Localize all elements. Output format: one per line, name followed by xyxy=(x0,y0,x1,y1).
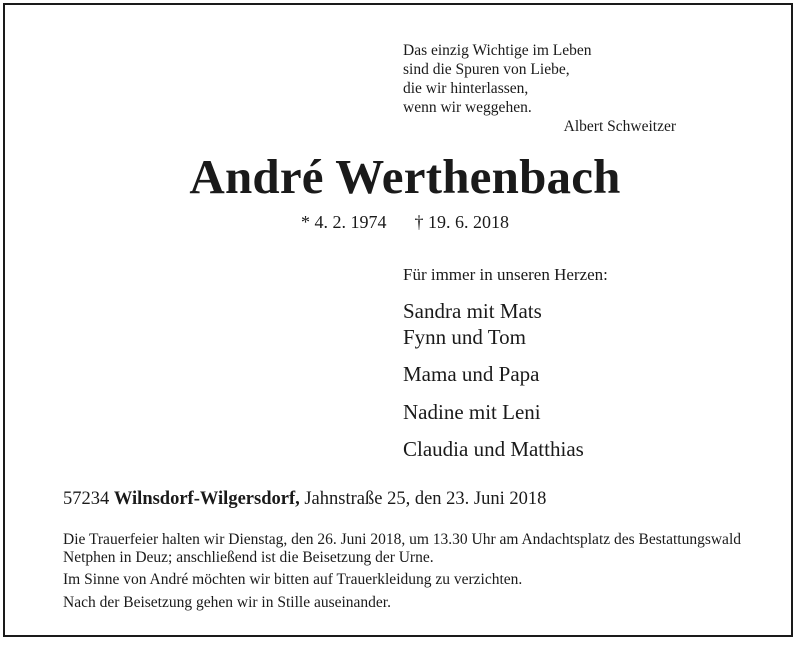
info-paragraph: Die Trauerfeier halten wir Dienstag, den 26. Juni 2018, um 13.30 Uhr am Andachtsplatz des Bestattungswald Netphen in Deuz; anschließend ist die Beisetzung der Urne. xyxy=(63,531,741,566)
mourner-line: Sandra mit Mats xyxy=(403,299,542,323)
mourner-group xyxy=(403,298,542,350)
mourners-heading: Für immer in unseren Herzen: xyxy=(403,265,608,284)
birth-date: * 4. 2. 1974 xyxy=(301,212,387,232)
quote-line: wenn wir weggehen. xyxy=(403,99,532,116)
quote xyxy=(403,41,676,136)
ceremony-info xyxy=(63,531,763,616)
postcode: 57234 xyxy=(63,489,110,509)
town: Wilnsdorf-Wilgersdorf, xyxy=(113,489,300,509)
address-line xyxy=(63,489,546,510)
quote-line: Das einzig Wichtige im Leben xyxy=(403,42,592,59)
mourner-line: Nadine mit Leni xyxy=(403,400,541,424)
info-paragraph: Im Sinne von André möchten wir bitten auf Trauerkleidung zu verzichten. xyxy=(63,571,523,588)
address-rest: Jahnstraße 25, den 23. Juni 2018 xyxy=(304,489,547,509)
mourner-group xyxy=(403,362,539,387)
death-date: † 19. 6. 2018 xyxy=(414,212,509,232)
life-dates xyxy=(5,212,800,233)
quote-author: Albert Schweitzer xyxy=(563,118,676,135)
mourner-line: Mama und Papa xyxy=(403,362,540,386)
mourner-group xyxy=(403,400,541,425)
deceased-name: André Werthenbach xyxy=(189,149,621,204)
obituary-notice xyxy=(3,3,793,637)
mourner-line: Fynn und Tom xyxy=(403,325,526,349)
quote-line: sind die Spuren von Liebe, xyxy=(403,61,570,78)
mourner-line: Claudia und Matthias xyxy=(403,437,584,461)
info-paragraph: Nach der Beisetzung gehen wir in Stille auseinander. xyxy=(63,593,391,611)
quote-line: die wir hinterlassen, xyxy=(403,80,529,97)
mourner-group xyxy=(403,437,584,462)
